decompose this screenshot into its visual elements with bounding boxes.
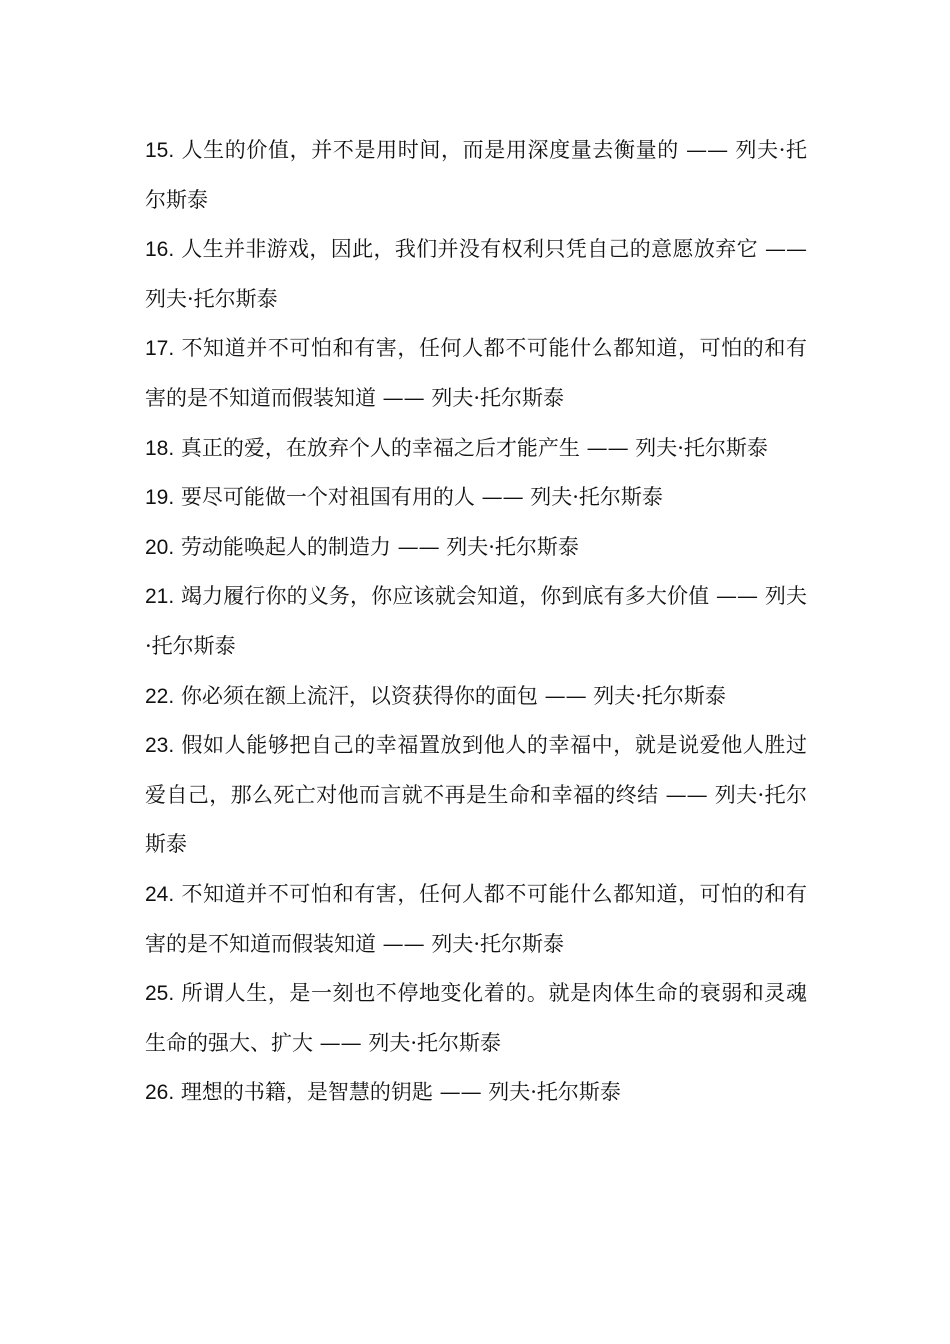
- quote-number: 17.: [145, 337, 175, 361]
- quote-text: 劳动能唤起人的制造力 —— 列夫·托尔斯泰: [180, 534, 579, 559]
- quote-text: 不知道并不可怕和有害，任何人都不可能什么都知道，可怕的和有害的是不知道而假装知道 —— 列夫·托尔斯泰: [145, 336, 807, 410]
- quote-number: 23.: [145, 734, 175, 758]
- quote-item-26: [145, 1068, 807, 1118]
- quote-text: 竭力履行你的义务，你应该就会知道，你到底有多大价值 —— 列夫·托尔斯泰: [145, 584, 807, 658]
- quote-item-15: [145, 126, 807, 225]
- quote-number: 16.: [145, 238, 175, 262]
- quote-text: 理想的书籍，是智慧的钥匙 —— 列夫·托尔斯泰: [180, 1080, 621, 1105]
- quote-number: 20.: [145, 535, 175, 559]
- quote-number: 26.: [145, 1081, 175, 1105]
- quote-text: 真正的爱，在放弃个人的幸福之后才能产生 —— 列夫·托尔斯泰: [180, 435, 768, 460]
- quote-number: 18.: [145, 436, 175, 460]
- quote-text: 不知道并不可怕和有害，任何人都不可能什么都知道，可怕的和有害的是不知道而假装知道 —— 列夫·托尔斯泰: [145, 881, 807, 956]
- quote-number: 19.: [145, 486, 175, 510]
- quote-item-20: [145, 523, 807, 573]
- quote-number: 22.: [145, 684, 175, 708]
- quote-text: 假如人能够把自己的幸福置放到他人的幸福中，就是说爱他人胜过爱自己，那么死亡对他而言就不再是生命和幸福的终结 —— 列夫·托尔斯泰: [145, 733, 807, 857]
- quote-number: 25.: [145, 982, 175, 1006]
- quote-text: 人生并非游戏，因此，我们并没有权利只凭自己的意愿放弃它 —— 列夫·托尔斯泰: [145, 237, 807, 311]
- quote-item-21: [145, 572, 807, 671]
- quote-list: [145, 126, 807, 1118]
- quote-item-25: [145, 969, 807, 1068]
- quote-item-24: [145, 870, 807, 969]
- quote-item-18: [145, 424, 807, 474]
- quote-item-19: [145, 473, 807, 523]
- quote-text: 所谓人生，是一刻也不停地变化着的。就是肉体生命的衰弱和灵魂生命的强大、扩大 —— 列夫·托尔斯泰: [145, 981, 807, 1055]
- quote-item-23: [145, 721, 807, 870]
- quote-number: 15.: [145, 139, 175, 162]
- quote-number: 21.: [145, 585, 175, 609]
- quote-number: 24.: [145, 882, 175, 906]
- quote-text: 要尽可能做一个对祖国有用的人 —— 列夫·托尔斯泰: [180, 485, 663, 510]
- quote-text: 人生的价值，并不是用时间，而是用深度量去衡量的 —— 列夫·托尔斯泰: [145, 138, 807, 212]
- quote-text: 你必须在额上流汗，以资获得你的面包 —— 列夫·托尔斯泰: [180, 683, 726, 708]
- quote-item-16: [145, 225, 807, 324]
- quote-item-22: [145, 672, 807, 722]
- quote-item-17: [145, 324, 807, 423]
